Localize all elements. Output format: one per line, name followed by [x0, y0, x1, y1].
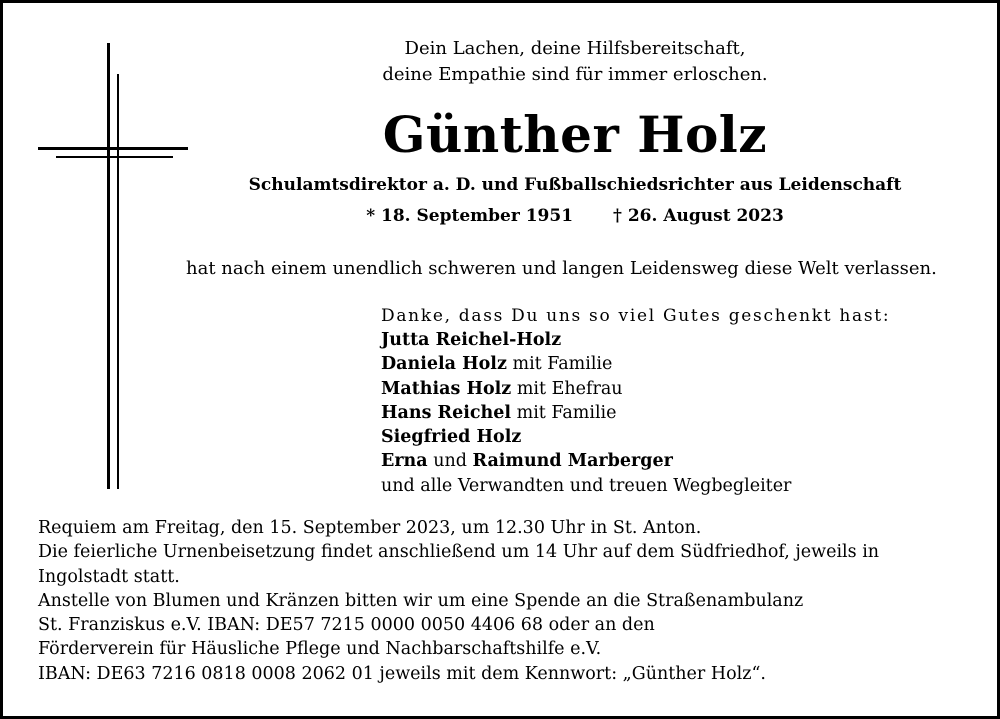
cross-icon-horizontal-line — [38, 147, 188, 150]
note-line: IBAN: DE63 7216 0818 0008 2062 01 jeweils mit dem Kennwort: „Günther Holz“. — [38, 663, 766, 684]
cross-icon-horizontal-line-inner — [56, 156, 173, 158]
note-line: Anstelle von Blumen und Kränzen bitten wir um eine Spende an die Straßenambulanz — [38, 590, 804, 611]
mourners-list — [381, 328, 791, 498]
cross-icon-vertical-line — [107, 43, 110, 489]
note-line: Ingolstadt statt. — [38, 566, 180, 587]
mourner-name: Hans Reichel — [381, 402, 512, 423]
note-line: Förderverein für Häusliche Pflege und Nachbarschaftshilfe e.V. — [38, 639, 602, 660]
deceased-title: Schulamtsdirektor a. D. und Fußballschiedsrichter aus Leidenschaft — [248, 175, 902, 195]
mourner-name: Daniela Holz — [381, 354, 507, 375]
quote-line-2: deine Empathie sind für immer erloschen. — [382, 64, 768, 85]
mourner-item: und alle Verwandten und treuen Wegbegleiter — [381, 475, 792, 496]
death-date: † 26. August 2023 — [613, 206, 784, 226]
mourner-name: Jutta Reichel-Holz — [381, 330, 562, 350]
memorial-quote — [243, 36, 907, 88]
quote-line-1: Dein Lachen, deine Hilfsbereitschaft, — [404, 38, 746, 59]
intro-text: hat nach einem unendlich schweren und langen Leidensweg diese Welt verlassen. — [186, 258, 937, 279]
thanks-line: Danke, dass Du uns so viel Gutes geschenkt hast: — [381, 306, 891, 326]
mourner-name: Mathias Holz — [381, 378, 512, 399]
mourner-item — [381, 401, 791, 425]
mourner-connector: und — [427, 451, 473, 472]
note-line: Requiem am Freitag, den 15. September 2023, um 12.30 Uhr in St. Anton. — [38, 518, 702, 538]
mourner-suffix: mit Familie — [506, 354, 613, 375]
mourner-suffix: mit Ehefrau — [511, 378, 623, 399]
mourner-name: Siegfried Holz — [381, 427, 522, 448]
mourner-item — [381, 352, 791, 376]
mourner-name: Erna — [381, 451, 428, 472]
birth-date: * 18. September 1951 — [366, 206, 574, 226]
note-line: Die feierliche Urnenbeisetzung findet anschließend um 14 Uhr auf dem Südfriedhof, jeweils in — [38, 542, 880, 563]
mourner-item — [381, 449, 791, 473]
mourner-name: Raimund Marberger — [472, 451, 673, 472]
cross-icon-vertical-line-inner — [117, 74, 119, 489]
deceased-name: Günther Holz — [382, 105, 768, 164]
mourner-item — [381, 425, 791, 449]
mourner-item — [381, 328, 791, 352]
life-dates — [243, 204, 907, 228]
mourner-suffix: mit Familie — [511, 402, 617, 423]
note-line: St. Franziskus e.V. IBAN: DE57 7215 0000 0050 4406 68 oder an den — [38, 615, 655, 636]
mourner-item — [381, 377, 791, 401]
ceremony-notes — [38, 516, 879, 686]
